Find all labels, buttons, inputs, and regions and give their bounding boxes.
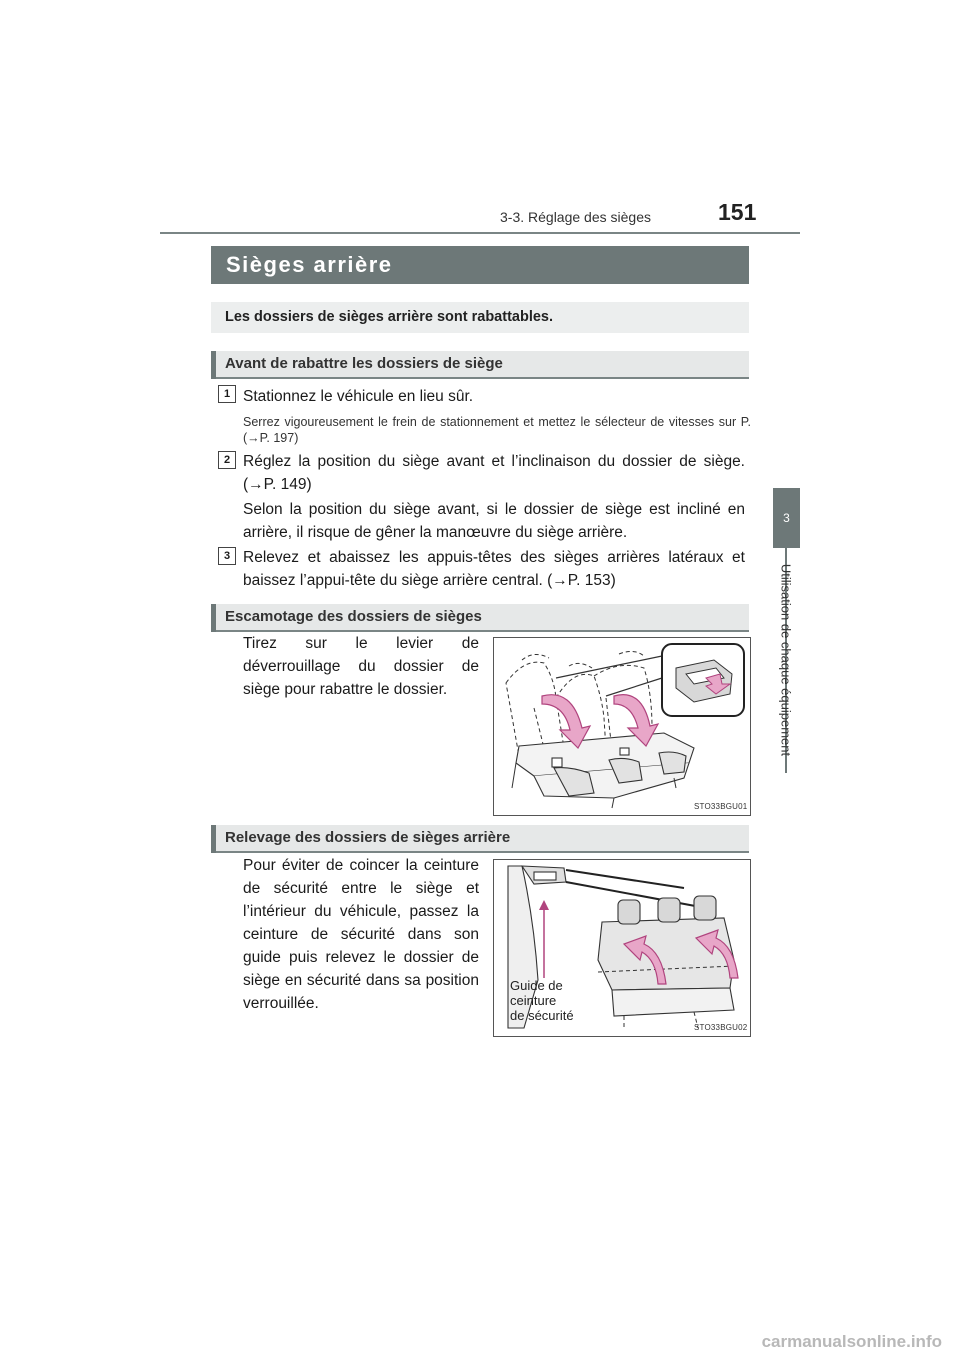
seatbelt-guide-label-line-2: ceinture	[510, 993, 557, 1008]
section-heading-raising	[211, 825, 749, 853]
section-heading-before-folding	[211, 351, 749, 379]
intro-box	[211, 302, 749, 333]
section-heading-folding	[211, 604, 749, 632]
step-2-text: Réglez la position du siège avant et l’inclinaison du dossier de siège. (→P. 149)	[243, 453, 745, 493]
header-divider	[160, 232, 800, 234]
step-number-2: 2	[218, 451, 236, 469]
step-1-note: Serrez vigoureusement le frein de stationnement et mettez le sélecteur de vitesses sur P. (→P. 197)	[243, 415, 751, 445]
intro-text: Les dossiers de sièges arrière sont rabattables.	[225, 309, 554, 325]
figure-code: STO33BGU02	[694, 1023, 748, 1032]
chapter-title: Utilisation de chaque équipement	[778, 563, 794, 757]
folding-instructions: Tirez sur le levier de déverrouillage du dossier de siège pour rabattre le dossier.	[243, 635, 479, 698]
section-breadcrumb: 3-3. Réglage des sièges	[500, 209, 651, 225]
step-2-extra: Selon la position du siège avant, si le dossier de siège est incliné en arrière, il risque de gêner la manœuvre du siège arrière.	[243, 501, 745, 541]
step-number-1: 1	[218, 385, 236, 403]
figure-code: STO33BGU01	[694, 802, 748, 811]
section-heading-text: Relevage des dossiers de sièges arrière	[225, 829, 511, 846]
chapter-tab: 3	[773, 488, 800, 548]
figure-raising-seatback	[493, 859, 751, 1037]
seatbelt-guide-label-line-3: de sécurité	[510, 1008, 574, 1023]
step-1-text: Stationnez le véhicule en lieu sûr.	[243, 388, 474, 405]
section-heading-text: Escamotage des dossiers de sièges	[225, 608, 482, 625]
raising-instructions: Pour éviter de coincer la ceinture de sécurité entre le siège et l’intérieur du véhicule, passez la ceinture de sécurité dans son guide puis relevez le dossier de siège en sécurité dans sa position verrouillée.	[243, 857, 479, 1012]
section-heading-text: Avant de rabattre les dossiers de siège	[225, 355, 503, 372]
step-3-text: Relevez et abaissez les appuis-têtes des sièges arrières latéraux et baissez l’appui-tête du siège arrière central. (→P. 153)	[243, 549, 745, 589]
page-title-bar	[211, 246, 749, 284]
site-watermark: carmanualsonline.info	[761, 1332, 942, 1351]
step-number-3: 3	[218, 547, 236, 565]
page-title: Sièges arrière	[226, 252, 393, 277]
page-number: 151	[718, 199, 757, 225]
figure-folding-seatback	[493, 637, 751, 816]
seat-fold-illustration	[494, 638, 750, 815]
seatbelt-guide-label-line-1: Guide de	[510, 978, 563, 993]
